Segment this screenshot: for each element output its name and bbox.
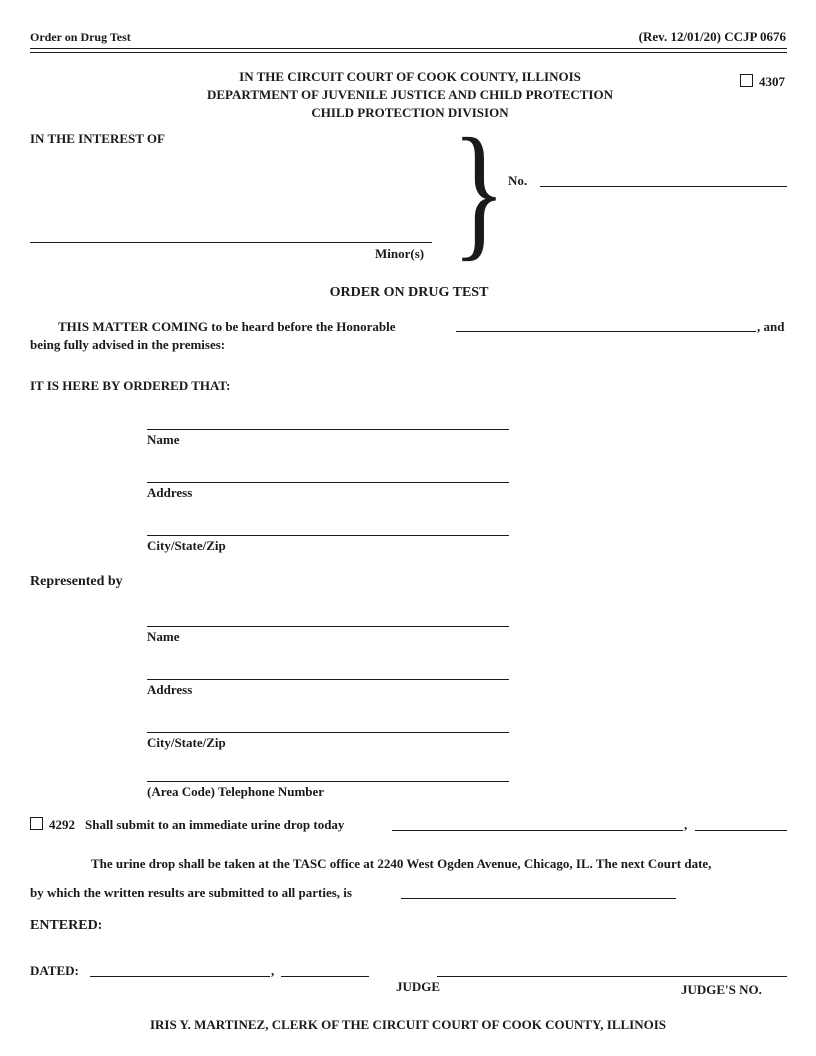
form-code-checkbox[interactable]	[740, 74, 753, 87]
party-city-line[interactable]	[147, 535, 509, 536]
tasc-instruction-2: by which the written results are submitted to all parties, is	[30, 885, 352, 900]
judge-label: JUDGE	[396, 979, 441, 994]
urine-date-line[interactable]	[392, 830, 683, 831]
entered-label: ENTERED:	[30, 918, 103, 933]
court-line-1: IN THE CIRCUIT COURT OF COOK COUNTY, ILLINOIS	[239, 69, 581, 84]
urine-code: 4292	[49, 817, 75, 832]
form-title: Order on Drug Test	[30, 30, 131, 44]
header-rule-bottom	[30, 52, 787, 53]
dated-date-line[interactable]	[90, 976, 270, 977]
clerk-footer: IRIS Y. MARTINEZ, CLERK OF THE CIRCUIT COURT OF COOK COUNTY, ILLINOIS	[149, 1017, 667, 1032]
party-city-label: City/State/Zip	[147, 538, 226, 553]
represented-heading: Represented by	[30, 574, 123, 589]
interest-label: IN THE INTEREST OF	[30, 131, 165, 146]
urine-text: Shall submit to an immediate urine drop today	[85, 817, 345, 832]
party-name-label: Name	[147, 432, 180, 447]
tasc-instruction-1: The urine drop shall be taken at the TASC office at 2240 West Ogden Avenue, Chicago, IL. The next Court date,	[91, 856, 712, 871]
rep-city-label: City/State/Zip	[147, 735, 226, 750]
court-line-3: CHILD PROTECTION DIVISION	[311, 105, 509, 120]
judge-no-label: JUDGE'S NO.	[681, 982, 762, 997]
honorable-line[interactable]	[456, 331, 756, 332]
rep-name-label: Name	[147, 629, 180, 644]
urine-time-line[interactable]	[695, 830, 787, 831]
urine-order-row	[30, 817, 344, 833]
urine-order-checkbox[interactable]	[30, 817, 43, 830]
header-rule-top	[30, 48, 787, 49]
party-name-line[interactable]	[147, 429, 509, 430]
intro-end: , and	[757, 319, 785, 334]
rep-address-line[interactable]	[147, 679, 509, 680]
minor-name-line[interactable]	[30, 242, 432, 243]
order-title: ORDER ON DRUG TEST	[329, 285, 489, 300]
court-line-2: DEPARTMENT OF JUVENILE JUSTICE AND CHILD PROTECTION	[207, 87, 613, 102]
dated-comma: ,	[271, 963, 275, 978]
rep-address-label: Address	[147, 682, 193, 697]
judge-signature-line[interactable]	[437, 976, 787, 977]
intro-text: THIS MATTER COMING to be heard before the Honorable	[58, 319, 396, 334]
form-code-4307	[740, 74, 785, 90]
case-no-label: No.	[508, 173, 528, 188]
minor-label: Minor(s)	[375, 246, 425, 261]
form-code-label: 4307	[759, 74, 785, 89]
rep-name-line[interactable]	[147, 626, 509, 627]
case-number-line[interactable]	[540, 186, 787, 187]
revision-code: (Rev. 12/01/20) CCJP 0676	[638, 29, 786, 44]
dated-year-line[interactable]	[281, 976, 369, 977]
caption-brace: }	[452, 108, 506, 274]
rep-phone-line[interactable]	[147, 781, 509, 782]
party-address-label: Address	[147, 485, 193, 500]
next-court-date-line[interactable]	[401, 898, 676, 899]
ordered-heading: IT IS HERE BY ORDERED THAT:	[30, 378, 231, 393]
intro-line-2: being fully advised in the premises:	[30, 337, 226, 352]
party-address-line[interactable]	[147, 482, 509, 483]
rep-phone-label: (Area Code) Telephone Number	[147, 784, 325, 799]
rep-city-line[interactable]	[147, 732, 509, 733]
dated-label: DATED:	[30, 963, 79, 978]
urine-comma: ,	[684, 817, 688, 832]
